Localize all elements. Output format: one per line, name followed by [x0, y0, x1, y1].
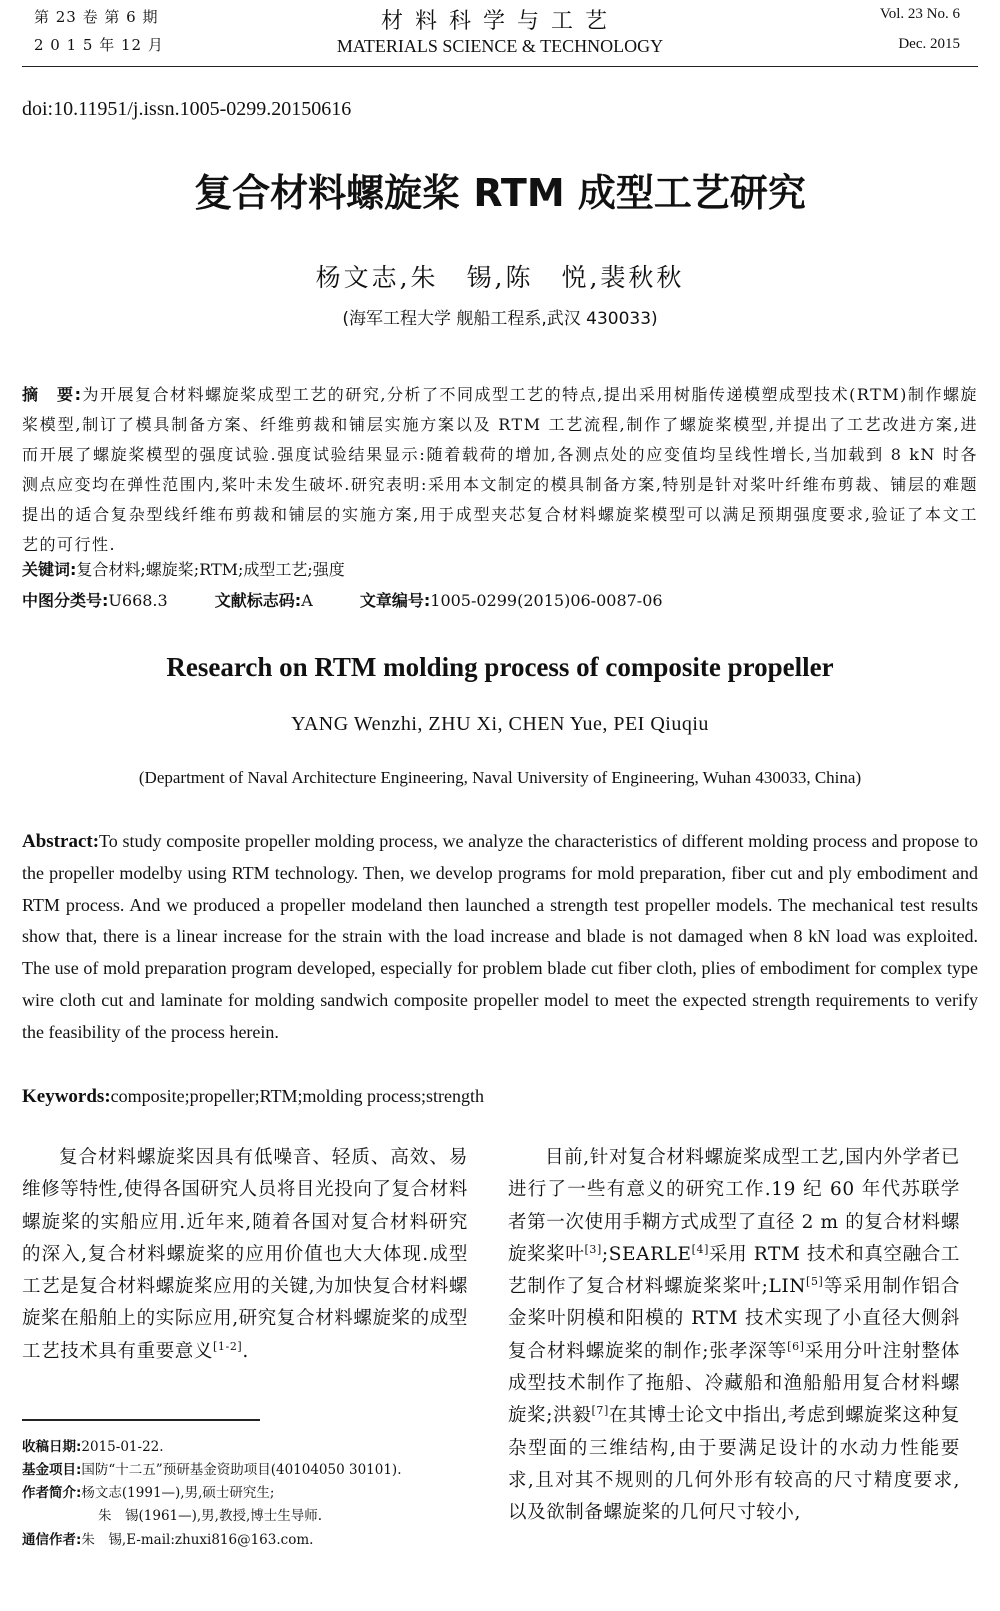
- review-text-5: 采用分叶注射整体成型技术制作了拖船、冷藏船和渔船船用复合材料螺旋桨;洪毅: [508, 1340, 960, 1427]
- citation-ref: [4]: [691, 1242, 709, 1256]
- journal-volume-issue-zh: 第 23 卷 第 6 期: [34, 8, 159, 26]
- footnote-rule: [22, 1419, 260, 1421]
- article-number: 文章编号:1005-0299(2015)06-0087-06: [359, 591, 663, 610]
- keywords-en: [22, 1081, 978, 1112]
- classification-line: [22, 586, 978, 616]
- citation-ref: [3]: [584, 1242, 602, 1256]
- keywords-zh-label: 关键词:: [22, 560, 77, 579]
- citation-ref: [5]: [806, 1275, 824, 1289]
- abstract-zh-label: 摘 要:: [22, 385, 83, 404]
- footnote-corresponding: 通信作者:朱 锡,E-mail:zhuxi816@163.com.: [22, 1532, 314, 1548]
- abstract-en-text: To study composite propeller molding process, we analyze the characteristics of different molding process and propose to the propeller modelby using RTM technology. Then, we develop programs for mold preparation, fiber cut and ply embodiment and RTM process. And we produced a propeller modeland then launched a strength test propeller models. The mechanical test results show that, there is a linear increase for the strain with the load increase and blade is not damaged when 8 kN load was exploited. The use of mold preparation program developed, especially for problem blade cut fiber cloth, plies of embodiment for complex type wire cloth cut and laminate for molding sandwich composite propeller model to meet the expected strength requirements to verify the feasibility of the process herein.: [22, 831, 978, 1042]
- review-text-3: 采用 RTM 技术和真空融合工艺制作了复合材料螺旋桨桨叶;LIN: [508, 1243, 960, 1298]
- journal-date-en: Dec. 2015: [898, 36, 960, 52]
- journal-name-en: MATERIALS SCIENCE & TECHNOLOGY: [336, 36, 664, 56]
- abstract-en: [22, 826, 978, 1049]
- review-text-4: 等采用制作铝合金桨叶阴模和阳模的 RTM 技术实现了小直径大侧斜复合材料螺旋桨的制作;张孝深等: [508, 1276, 961, 1362]
- footnote-fund: 基金项目:国防“十二五”预研基金资助项目(40104050 30101).: [22, 1462, 402, 1478]
- keywords-zh-text: 复合材料;螺旋桨;RTM;成型工艺;强度: [76, 560, 345, 579]
- footnote-author-bio-2: 朱 锡(1961—),男,教授,博士生导师.: [98, 1508, 323, 1524]
- citation-ref: [1-2]: [213, 1339, 243, 1353]
- abstract-zh: [22, 380, 978, 560]
- intro-paragraph: 复合材料螺旋桨因具有低噪音、轻质、高效、易维修等特性,使得各国研究人员将目光投向了复合材料螺旋桨的实船应用.近年来,随着各国对复合材料研究的深入,复合材料螺旋桨的应用价值也大大体现.成型工艺是复合材料螺旋桨应用的关键,为加快复合材料螺旋桨在船舶上的实际应用,研究复合材料螺旋桨的成型工艺技术具有重要意义: [22, 1147, 468, 1362]
- title-zh: 复合材料螺旋桨 RTM 成型工艺研究: [194, 171, 806, 215]
- footnote-author-bio: 作者简介:杨文志(1991—),男,硕士研究生;: [22, 1485, 275, 1501]
- keywords-zh: [22, 555, 978, 585]
- abstract-en-label: Abstract:: [22, 831, 100, 852]
- authors-zh: 杨文志,朱 锡,陈 悦,裴秋秋: [315, 263, 685, 292]
- affiliation-en: (Department of Naval Architecture Engineering, Naval University of Engineering, Wuhan 430033, China): [138, 768, 862, 787]
- header-rule: [22, 66, 978, 67]
- doc-code: 文献标志码:A: [214, 591, 313, 610]
- citation-ref: [6]: [787, 1339, 805, 1353]
- authors-en: YANG Wenzhi, ZHU Xi, CHEN Yue, PEI Qiuqiu: [291, 713, 709, 735]
- journal-name-zh: 材料科学与工艺: [380, 9, 619, 34]
- footnote-received: 收稿日期:2015-01-22.: [22, 1439, 164, 1455]
- body-right-column: [508, 1142, 960, 1530]
- keywords-en-text: composite;propeller;RTM;molding process;strength: [110, 1086, 485, 1106]
- journal-volume-issue-en: Vol. 23 No. 6: [879, 6, 960, 22]
- review-text-1: 目前,针对复合材料螺旋桨成型工艺,国内外学者已进行了一些有意义的研究工作.19 纪 60 年代苏联学者第一次使用手糊方式成型了直径 2 m 的复合材料螺旋桨桨叶: [508, 1147, 960, 1265]
- doi: doi:10.11951/j.issn.1005-0299.20150616: [22, 98, 352, 120]
- affiliation-zh: (海军工程大学 舰船工程系,武汉 430033): [342, 309, 658, 329]
- review-text-2: ;SEARLE: [601, 1243, 692, 1265]
- citation-ref: [7]: [591, 1404, 609, 1418]
- keywords-en-label: Keywords:: [22, 1086, 111, 1107]
- clc-number: 中图分类号:U668.3: [22, 591, 168, 610]
- journal-date-zh: 2 0 1 5 年 12 月: [34, 36, 164, 54]
- title-en: Research on RTM molding process of composite propeller: [166, 652, 834, 682]
- body-left-column: 复合材料螺旋桨因具有低噪音、轻质、高效、易维修等特性,使得各国研究人员将目光投向了复合材料螺旋桨的实船应用.近年来,随着各国对复合材料研究的深入,复合材料螺旋桨的应用价值也大大体现.成型工艺是复合材料螺旋桨应用的关键,为加快复合材料螺旋桨在船舶上的实际应用,研究复合材料螺旋桨的成型工艺技术具有重要意义[1-2].: [22, 1147, 468, 1362]
- abstract-zh-text: 为开展复合材料螺旋桨成型工艺的研究,分析了不同成型工艺的特点,提出采用树脂传递模塑成型技术(RTM)制作螺旋桨模型,制订了模具制备方案、纤维剪裁和铺层实施方案以及 RTM 工艺流程,制作了螺旋桨模型,并提出了工艺改进方案,进而开展了螺旋桨模型的强度试验.强度试验结果显示:随着载荷的增加,各测点处的应变值均呈线性增长,当加载到 8 kN 时各测点应变均在弹性范围内,桨叶未发生破坏.研究表明:采用本文制定的模具制备方案,特别是针对桨叶纤维布剪裁、铺层的难题提出的适合复杂型线纤维布剪裁和铺层的实施方案,用于成型夹芯复合材料螺旋桨模型可以满足预期强度要求,验证了本文工艺的可行性.: [22, 385, 978, 554]
- review-text-6: 在其博士论文中指出,考虑到螺旋桨这种复杂型面的三维结构,由于要满足设计的水动力性能要求,且对其不规则的几何外形有较高的尺寸精度要求,以及欲制备螺旋桨的几何尺寸较小,: [508, 1405, 960, 1524]
